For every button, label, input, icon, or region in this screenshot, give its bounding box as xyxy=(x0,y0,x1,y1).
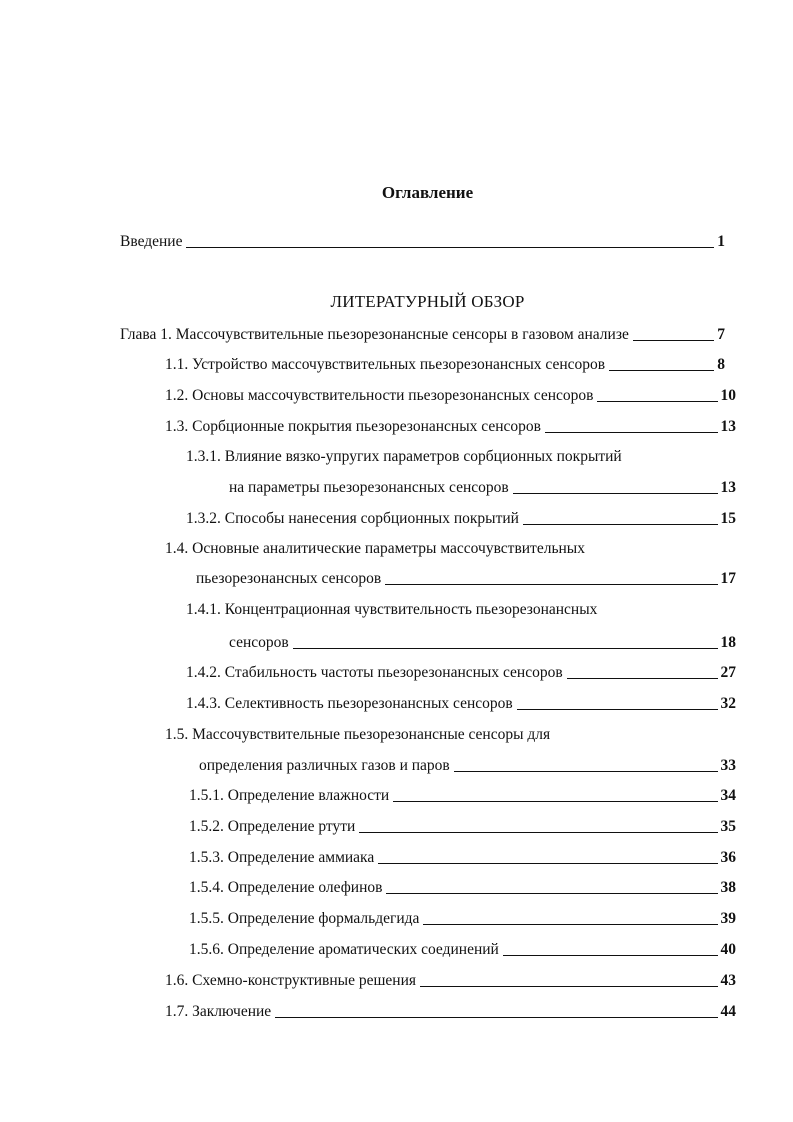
toc-page-number: 38 xyxy=(720,879,736,896)
toc-page-number: 43 xyxy=(720,972,736,989)
toc-entry-intro xyxy=(120,233,725,251)
toc-entry-text: определения различных газов и паров xyxy=(199,757,450,774)
toc-leader-line xyxy=(513,493,718,494)
toc-leader-line xyxy=(275,1017,717,1018)
toc-entry-text: 1.5.2. Определение ртути xyxy=(189,818,356,835)
toc-entry-text: 1.4. Основные аналитические параметры массочувствительных xyxy=(165,540,585,557)
toc-page-number: 27 xyxy=(720,664,736,681)
toc-entry xyxy=(189,910,736,928)
toc-leader-line xyxy=(293,648,718,649)
toc-leader-line xyxy=(359,832,717,833)
toc-entry xyxy=(189,879,736,897)
toc-entry xyxy=(196,570,736,588)
toc-page-number: 39 xyxy=(720,910,736,927)
toc-entry-text: 1.5. Массочувствительные пьезорезонансные сенсоры для xyxy=(165,726,551,743)
toc-entry xyxy=(186,510,736,528)
toc-entry-text: 1.5.5. Определение формальдегида xyxy=(189,910,420,927)
toc-entry xyxy=(189,849,736,867)
toc-entry xyxy=(229,479,736,497)
toc-page-number: 36 xyxy=(720,849,736,866)
toc-entry xyxy=(165,418,736,436)
toc-entry-text: 1.5.6. Определение ароматических соединений xyxy=(189,941,499,958)
toc-leader-line xyxy=(503,955,718,956)
toc-entry xyxy=(189,787,736,805)
toc-entry xyxy=(186,664,736,682)
toc-entry xyxy=(199,757,736,775)
toc-entry-text: на параметры пьезорезонансных сенсоров xyxy=(229,479,509,496)
toc-entry-text: 1.2. Основы массочувствительности пьезорезонансных сенсоров xyxy=(165,387,594,404)
toc-leader-line xyxy=(393,801,717,802)
toc-entry-text: 1.6. Схемно-конструктивные решения xyxy=(165,972,416,989)
toc-page-number: 33 xyxy=(720,757,736,774)
toc-page-number: 10 xyxy=(720,387,736,404)
toc-page-number: 13 xyxy=(720,418,736,435)
toc-page-number: 32 xyxy=(720,695,736,712)
toc-page-number: 7 xyxy=(717,326,725,343)
toc-entry xyxy=(229,634,736,652)
toc-entry xyxy=(165,1003,736,1021)
toc-entry-text: Глава 1. Массочувствительные пьезорезонансные сенсоры в газовом анализе xyxy=(120,326,629,343)
toc-page-number: 40 xyxy=(720,941,736,958)
toc-entry-text: пьезорезонансных сенсоров xyxy=(196,570,382,587)
toc-entry-text: 1.5.4. Определение олефинов xyxy=(189,879,383,896)
toc-page-number: 34 xyxy=(720,787,736,804)
toc-leader-line xyxy=(420,986,718,987)
toc-entry-text: Введение xyxy=(120,233,183,250)
toc-page-number: 35 xyxy=(720,818,736,835)
toc-leader-line xyxy=(545,432,718,433)
toc-page-number: 17 xyxy=(720,570,736,587)
toc-entry-text: 1.1. Устройство массочувствительных пьезорезонансных сенсоров xyxy=(165,356,606,373)
toc-leader-line xyxy=(378,863,717,864)
toc-leader-line xyxy=(597,401,717,402)
page-title: Оглавление xyxy=(381,183,474,202)
toc-entry-text: 1.5.3. Определение аммиака xyxy=(189,849,375,866)
toc-leader-line xyxy=(423,924,717,925)
toc-leader-line xyxy=(454,771,718,772)
toc-page-number: 44 xyxy=(720,1003,736,1020)
toc-leader-line xyxy=(523,524,718,525)
toc-entry-text: 1.4.1. Концентрационная чувствительность пьезорезонансных xyxy=(186,601,598,618)
toc-entry-text: сенсоров xyxy=(229,634,289,651)
toc-entry-text: 1.7. Заключение xyxy=(165,1003,272,1020)
toc-page-number: 18 xyxy=(720,634,736,651)
toc-page-number: 15 xyxy=(720,510,736,527)
toc-page-number: 8 xyxy=(717,356,725,373)
toc-leader-line xyxy=(186,247,714,248)
toc-entry-text: 1.5.1. Определение влажности xyxy=(189,787,390,804)
toc-entry xyxy=(189,818,736,836)
toc-entry xyxy=(165,972,736,990)
toc-leader-line xyxy=(386,893,717,894)
toc-entry xyxy=(189,941,736,959)
toc-entry xyxy=(165,356,725,374)
toc-leader-line xyxy=(567,678,718,679)
toc-entry-text: 1.3.1. Влияние вязко-упругих параметров сорбционных покрытий xyxy=(186,448,622,465)
toc-entry-text: 1.4.2. Стабильность частоты пьезорезонансных сенсоров xyxy=(186,664,563,681)
toc-page-number: 1 xyxy=(717,233,725,250)
toc-page-number: 13 xyxy=(720,479,736,496)
toc-entry-text: 1.4.3. Селективность пьезорезонансных сенсоров xyxy=(186,695,513,712)
toc-leader-line xyxy=(517,709,718,710)
toc-leader-line xyxy=(633,340,714,341)
toc-entry xyxy=(165,387,736,405)
toc-entry-text: 1.3.2. Способы нанесения сорбционных покрытий xyxy=(186,510,519,527)
toc-leader-line xyxy=(609,370,714,371)
toc-entry xyxy=(120,326,725,344)
toc-entry-text: 1.3. Сорбционные покрытия пьезорезонансных сенсоров xyxy=(165,418,541,435)
toc-leader-line xyxy=(385,584,717,585)
toc-entry xyxy=(186,695,736,713)
section-heading: ЛИТЕРАТУРНЫЙ ОБЗОР xyxy=(330,292,525,311)
